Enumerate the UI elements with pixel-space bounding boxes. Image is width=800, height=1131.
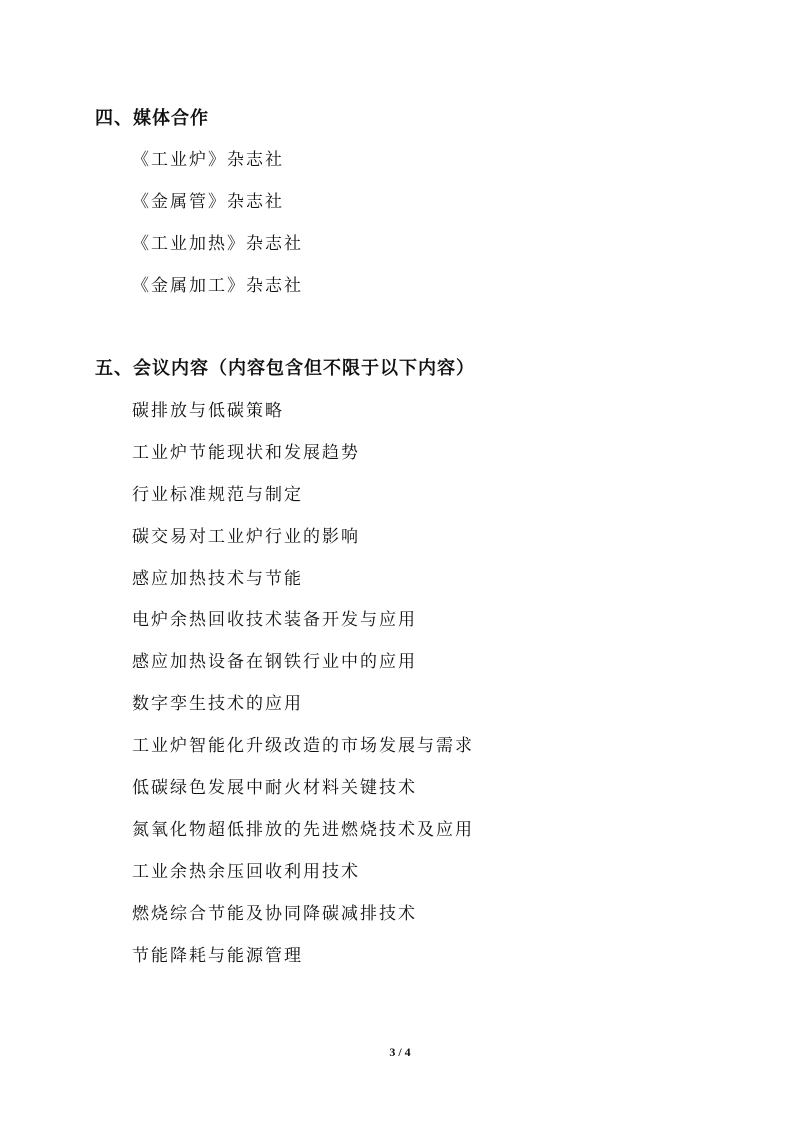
list-item: 氮氧化物超低排放的先进燃烧技术及应用 [132, 819, 474, 840]
list-item: 碳交易对工业炉行业的影响 [132, 526, 360, 547]
media-partner-list [132, 148, 303, 316]
list-item: 工业炉节能现状和发展趋势 [132, 442, 360, 463]
list-item: 数字孪生技术的应用 [132, 694, 303, 715]
section-heading-media: 四、媒体合作 [95, 108, 209, 129]
list-item: 碳排放与低碳策略 [132, 401, 284, 421]
list-item: 感应加热技术与节能 [132, 568, 303, 589]
list-item: 电炉余热回收技术装备开发与应用 [132, 610, 417, 631]
list-item: 节能降耗与能源管理 [132, 945, 303, 966]
list-item: 行业标准规范与制定 [132, 484, 303, 505]
section-heading-content: 五、会议内容（内容包含但不限于以下内容） [95, 358, 475, 379]
list-item: 工业炉智能化升级改造的市场发展与需求 [132, 736, 474, 757]
list-item: 《金属管》杂志社 [132, 191, 284, 212]
list-item: 《工业炉》杂志社 [132, 150, 284, 170]
list-item: 燃烧综合节能及协同降碳减排技术 [132, 903, 417, 924]
list-item: 感应加热设备在钢铁行业中的应用 [132, 652, 417, 673]
list-item: 《金属加工》杂志社 [132, 275, 303, 296]
list-item: 低碳绿色发展中耐火材料关键技术 [132, 778, 417, 799]
page-number: 3 / 4 [389, 1045, 411, 1059]
list-item: 工业余热余压回收利用技术 [132, 861, 360, 882]
list-item: 《工业加热》杂志社 [132, 233, 303, 254]
conference-topic-list [132, 399, 474, 985]
